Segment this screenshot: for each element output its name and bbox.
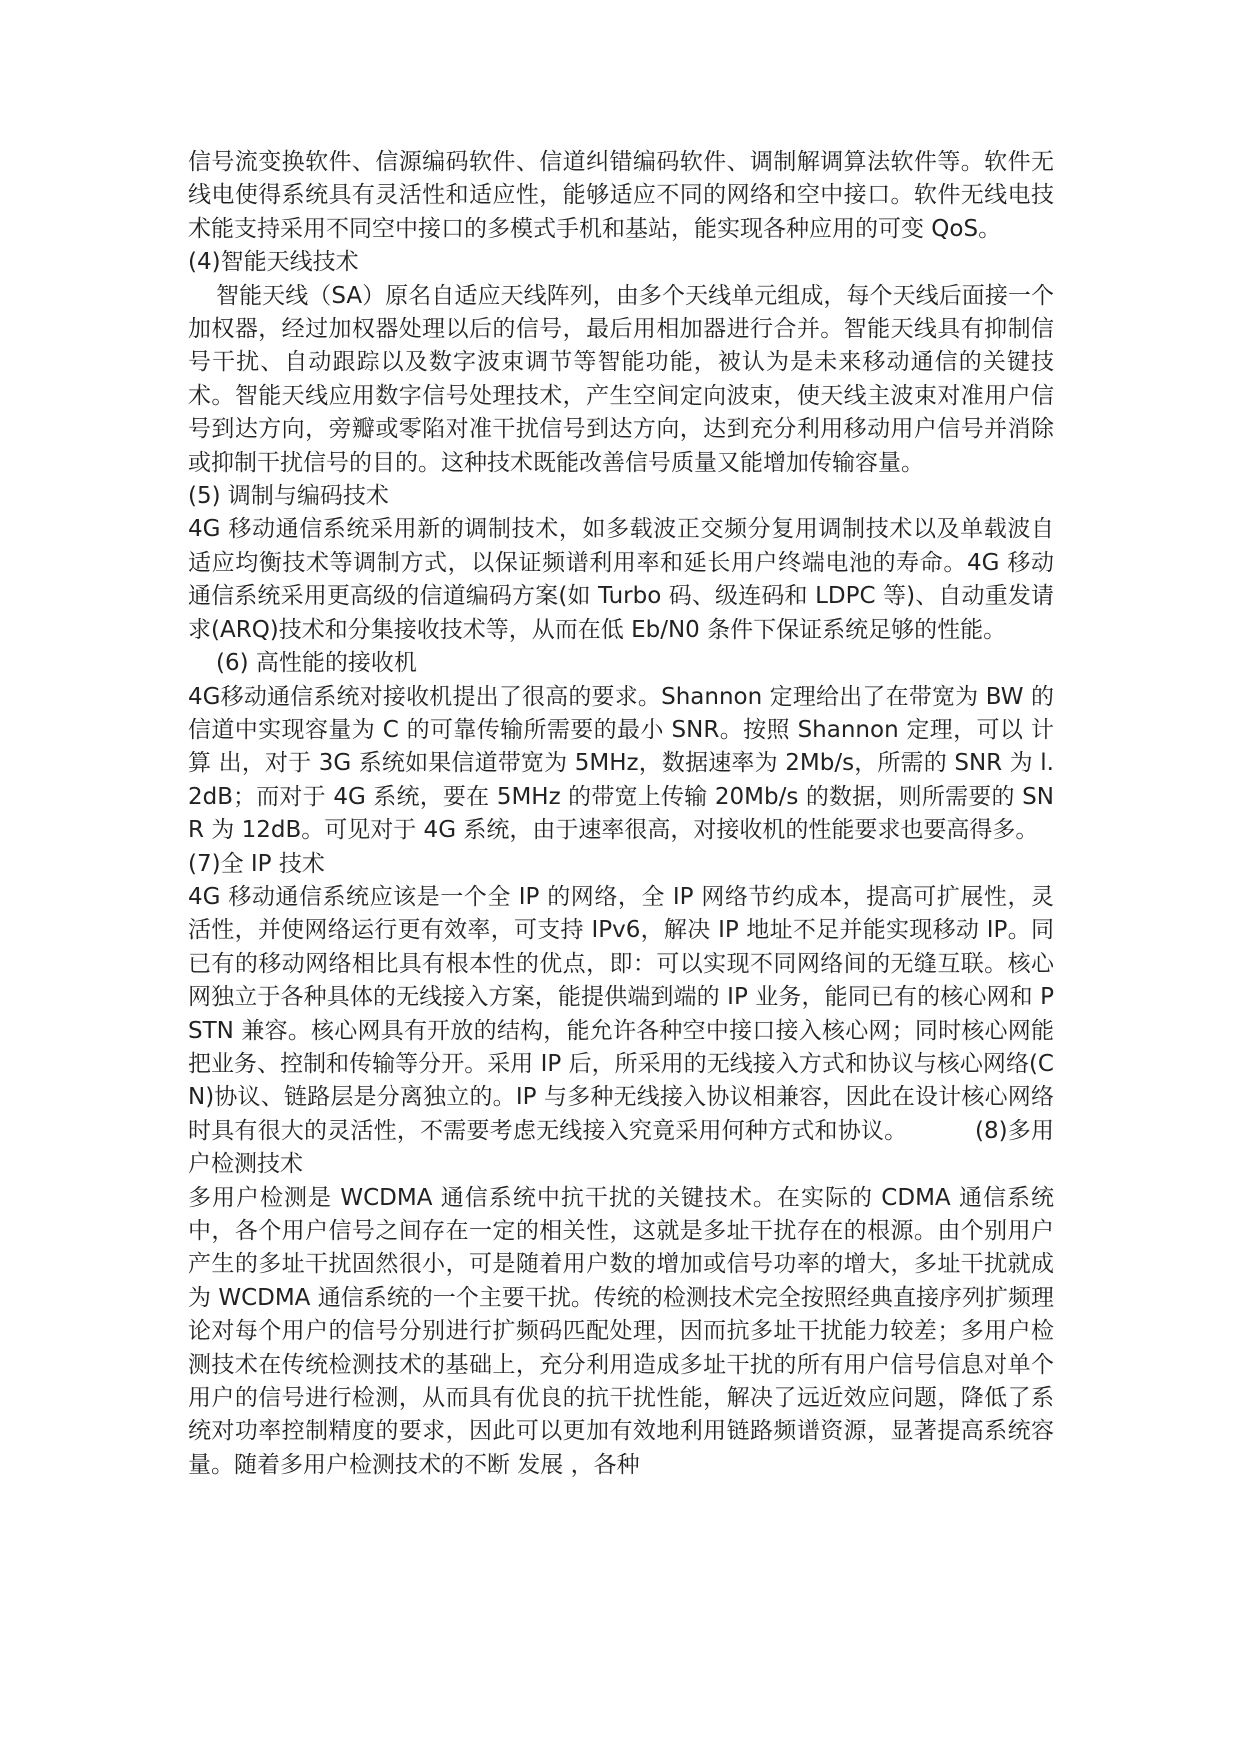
heading-all-ip: (7)全 IP 技术 [188,850,325,877]
heading-receiver: (6) 高性能的接收机 [216,650,417,677]
inline-heading-spacer [907,1118,975,1144]
document-body [188,146,1054,1482]
all-ip-text: 4G 移动通信系统应该是一个全 IP 的网络，全 IP 网络节约成本，提高可扩展性，灵活性，并使网络运行更有效率，可支持 IPv6，解决 IP 地址不足并能实现移动 IP。同已有的移动网络相比具有根本性的优点，即：可以实现不同网络间的无缝互联。核心网独立于各种具体的无线接入方案，能提供端到端的 IP 业务，能同已有的核心网和 PSTN 兼容。核心网具有开放的结构，能允许各种空中接口接入核心网；同时核心网能把业务、控制和传输等分开。采用 IP 后，所采用的无线接入方式和协议与核心网络(CN)协议、链路层是分离独立的。IP 与多种无线接入协议相兼容，因此在设计核心网络时具有很大的灵活性，不需要考虑无线接入究竟采用何种方式和协议。 [188,883,1054,1144]
paragraph-multiuser-detection: 多用户检测是 WCDMA 通信系统中抗干扰的关键技术。在实际的 CDMA 通信系统中，各个用户信号之间存在一定的相关性，这就是多址干扰存在的根源。由个别用户产生的多址干扰固然很小，可是随着用户数的增加或信号功率的增大，多址干扰就成为 WCDMA 通信系统的一个主要干扰。传统的检测技术完全按照经典直接序列扩频理论对每个用户的信号分别进行扩频码匹配处理，因而抗多址干扰能力较差；多用户检测技术在传统检测技术的基础上，充分利用造成多址干扰的所有用户信号信息对单个用户的信号进行检测，从而具有优良的抗干扰性能，解决了远近效应问题，降低了系统对功率控制精度的要求，因此可以更加有效地利用链路频谱资源，显著提高系统容量。随着多用户检测技术的不断 发展 ，各种 [188,1184,1054,1478]
heading-smart-antenna: (4)智能天线技术 [188,249,359,276]
paragraph-receiver: 4G移动通信系统对接收机提出了很高的要求。Shannon 定理给出了在带宽为 BW 的信道中实现容量为 C 的可靠传输所需要的最小 SNR。按照 Shannon 定理，可以 计算 出，对于 3G 系统如果信道带宽为 5MHz，数据速率为 2Mb/s，所需的 SNR 为 l.2dB；而对于 4G 系统，要在 5MHz 的带宽上传输 20Mb/s 的数据，则所需要的 SNR 为 12dB。可见对于 4G 系统，由于速率很高，对接收机的性能要求也要高得多。 [188,683,1054,844]
paragraph-smart-antenna: 智能天线（SA）原名自适应天线阵列，由多个天线单元组成，每个天线后面接一个加权器，经过加权器处理以后的信号，最后用相加器进行合并。智能天线具有抑制信号干扰、自动跟踪以及数字波束调节等智能功能，被认为是未来移动通信的关键技术。智能天线应用数字信号处理技术，产生空间定向波束，使天线主波束对准用户信号到达方向，旁瓣或零陷对准干扰信号到达方向，达到充分利用移动用户信号并消除或抑制干扰信号的目的。这种技术既能改善信号质量又能增加传输容量。 [188,282,1054,476]
heading-multiuser-detection: (8)多用户检测技术 [188,1117,1054,1178]
paragraph-intro: 信号流变换软件、信源编码软件、信道纠错编码软件、调制解调算法软件等。软件无线电使得系统具有灵活性和适应性，能够适应不同的网络和空中接口。软件无线电技术能支持采用不同空中接口的多模式手机和基站，能实现各种应用的可变 QoS。 [188,149,1054,242]
heading-modulation-coding: (5) 调制与编码技术 [188,483,389,510]
paragraph-modulation-coding: 4G 移动通信系统采用新的调制技术，如多载波正交频分复用调制技术以及单载波自适应均衡技术等调制方式，以保证频谱利用率和延长用户终端电池的寿命。4G 移动通信系统采用更高级的信道编码方案(如 Turbo 码、级连码和 LDPC 等)、自动重发请求(ARQ)技术和分集接收技术等，从而在低 Eb/N0 条件下保证系统足够的性能。 [188,516,1054,643]
paragraph-all-ip [188,881,1054,1182]
